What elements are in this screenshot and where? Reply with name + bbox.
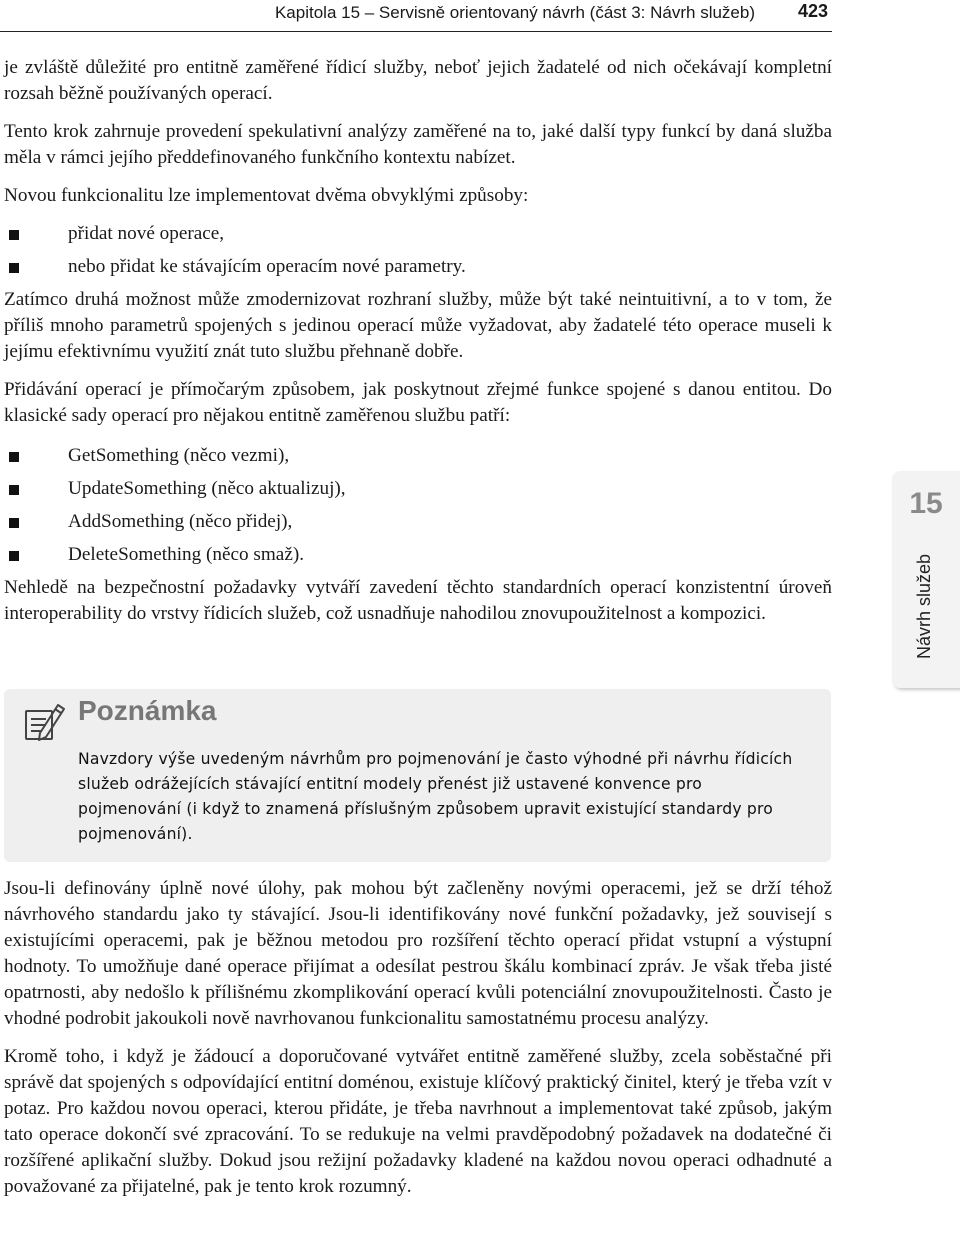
pencil-icon — [18, 697, 68, 747]
page-header — [0, 0, 960, 30]
bullet-square-icon — [9, 551, 19, 561]
bullet-square-icon — [9, 518, 19, 528]
bullet-list — [4, 221, 832, 280]
bullet-square-icon — [9, 485, 19, 495]
list-item: GetSomething (něco vezmi), — [4, 443, 832, 469]
note-title: Poznámka — [78, 695, 217, 726]
chapter-tab-label: Návrh služeb — [914, 553, 934, 659]
bullet-square-icon — [9, 452, 19, 462]
header-rule — [0, 31, 832, 32]
paragraph: Jsou-li definovány úplně nové úlohy, pak mohou být začleněny novými operacemi, jež se drží téhož návrhového standardu jako ty stávající. Jsou-li identifikovány nové funkční požadavky, jež souvisejí s existujícími operacemi, pak je běžnou metodou pro rozšíření těchto operací přidat vstupní a výstupní hodnoty. To umožňuje dané operace přijímat a odesílat pestrou škálu kombinací zpráv. Je však třeba jisté opatrnosti, aby nedošlo k přílišnému zkomplikování operací kvůli potenciální znovupoužitelnosti. Často je vhodné podrobit jakoukoli nově navrhovanou funkcionalitu samostatnému procesu analýzy. — [4, 878, 832, 1029]
chapter-number: 15 — [909, 487, 943, 520]
page-number: 423 — [797, 1, 828, 21]
chapter-title: Kapitola 15 – Servisně orientovaný návrh (část 3: Návrh služeb) — [274, 3, 755, 22]
list-item: přidat nové operace, — [4, 221, 832, 247]
chapter-side-tab — [892, 471, 960, 688]
bullet-square-icon — [9, 263, 19, 273]
paragraph: Kromě toho, i když je žádoucí a doporučované vytvářet entitně zaměřené služby, zcela soběstačné při správě dat spojených s odpovídající entitní doménou, existuje klíčový praktický činitel, který je třeba vzít v potaz. Pro každou novou operaci, kterou přidáte, je třeba navrhnout a implementovat také způsob, jakým tato operace dokončí své zpracování. To se redukuje na velmi pravděpodobný požadavek na dodatečné či rozšířené aplikační služby. Dokud jsou režijní požadavky kladené na každou novou operaci odhadnuté a považované za přijatelné, pak je tento krok rozumný. — [4, 1046, 832, 1197]
list-item: AddSomething (něco přidej), — [4, 509, 832, 535]
list-item: DeleteSomething (něco smaž). — [4, 542, 832, 568]
note-box — [4, 689, 831, 862]
list-item: UpdateSomething (něco aktualizuj), — [4, 476, 832, 502]
paragraph: Přidávání operací je přímočarým způsobem, jak poskytnout zřejmé funkce spojené s danou entitou. Do klasické sady operací pro nějakou entitně zaměřenou službu patří: — [4, 379, 832, 426]
list-item: nebo přidat ke stávajícím operacím nové parametry. — [4, 254, 832, 280]
bullet-square-icon — [9, 230, 19, 240]
note-text: Navzdory výše uvedeným návrhům pro pojmenování je často výhodné při návrhu řídicích služeb odrážejících stávající entitní modely přenést již ustavené konvence pro pojmenování (i když to znamená příslušným způsobem upravit existující standardy pro pojmenování). — [78, 750, 793, 843]
main-text-top — [4, 55, 832, 639]
paragraph: Zatímco druhá možnost může zmodernizovat rozhraní služby, může být také neintuitivní, a to v tom, že příliš mnoho parametrů spojených s jedinou operací může vyžadovat, aby žadatelé této operace museli k jejímu efektivnímu využití znát tuto službu přehnaně dobře. — [4, 289, 832, 362]
paragraph: je zvláště důležité pro entitně zaměřené řídicí služby, neboť jejich žadatelé od nich očekávají kompletní rozsah běžně používaných operací. — [4, 57, 832, 104]
paragraph: Nehledě na bezpečnostní požadavky vytváří zavedení těchto standardních operací konzistentní úroveň interoperability do vrstvy řídicích služeb, což usnadňuje nahodilou znovupoužitelnost a kompozici. — [4, 577, 832, 624]
main-text-bottom — [4, 876, 832, 1212]
paragraph: Novou funkcionalitu lze implementovat dvěma obvyklými způsoby: — [4, 185, 529, 206]
bullet-list — [4, 443, 832, 568]
paragraph: Tento krok zahrnuje provedení spekulativní analýzy zaměřené na to, jaké další typy funkcí by daná služba měla v rámci jejího předdefinovaného funkčního kontextu nabízet. — [4, 121, 832, 168]
